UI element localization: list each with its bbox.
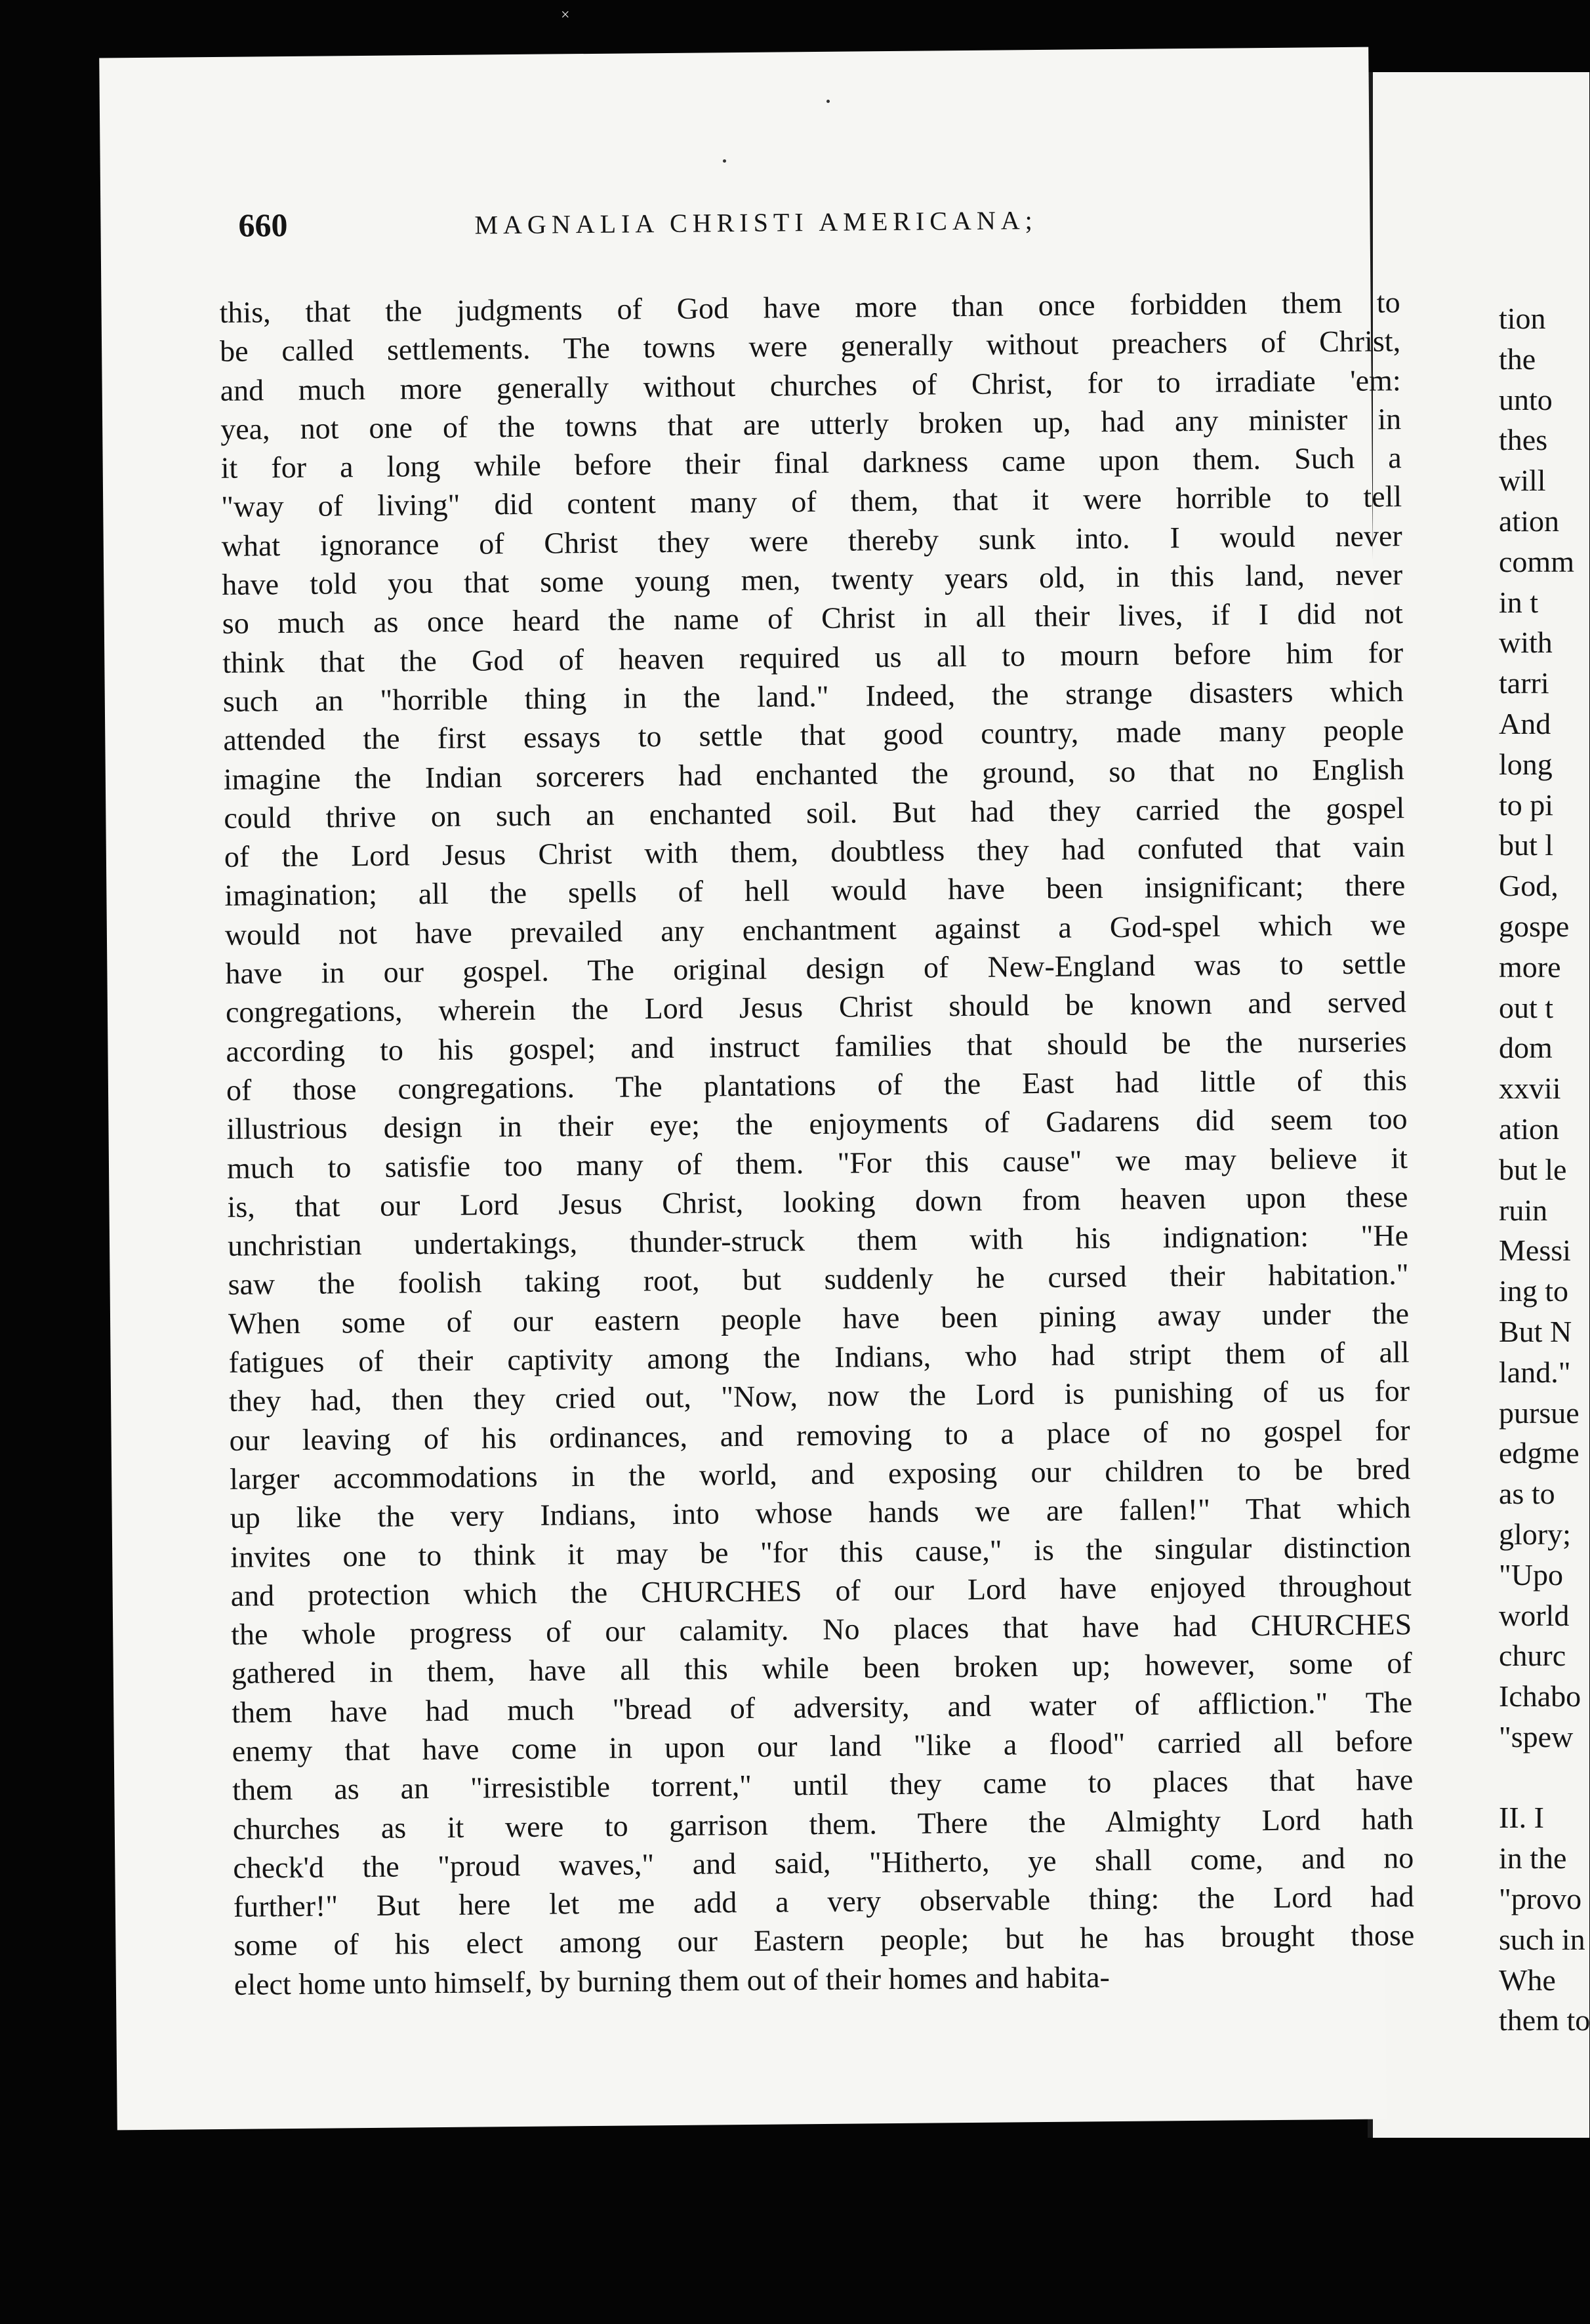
facing-text-line: long: [1499, 747, 1553, 781]
text-line: and much more generally without churches of Christ, for to irradiate 'em:: [220, 363, 1401, 407]
facing-text-line: edgme: [1499, 1436, 1580, 1470]
text-line: much to satisfie too many of them. "For this cause" we may believe it: [226, 1140, 1408, 1185]
body-text: [219, 283, 1415, 2004]
text-line: gathered in them, have all this while been broken up; however, some of: [231, 1646, 1412, 1691]
page-header: [238, 198, 1223, 259]
text-line: be called settlements. The towns were generally without preachers of Christ,: [219, 324, 1401, 369]
facing-text-line: will: [1499, 464, 1546, 498]
text-line: what ignorance of Christ they were thereby sunk into. I would never: [221, 518, 1402, 563]
scan-mark: ×: [561, 7, 570, 24]
facing-text-line: tion: [1499, 302, 1546, 335]
text-line: churches as it were to garrison them. There the Almighty Lord hath: [232, 1801, 1414, 1846]
text-line: of those congregations. The plantations of the East had little of this: [226, 1063, 1408, 1107]
facing-text-line: pursue: [1499, 1395, 1580, 1430]
facing-text-line: but l: [1499, 828, 1554, 862]
facing-text-line: II. I: [1499, 1801, 1544, 1835]
facing-text-line: unto: [1499, 382, 1553, 416]
facing-text-line: thes: [1499, 423, 1548, 457]
text-line: it for a long while before their final darkness came upon them. Such a: [220, 441, 1402, 485]
text-line: fatigues of their captivity among the Indians, who had stript them of all: [228, 1335, 1410, 1379]
text-line: the whole progress of our calamity. No places that have had CHURCHES: [231, 1607, 1412, 1651]
facing-text-line: But N: [1499, 1314, 1572, 1348]
text-line: larger accommodations in the world, and exposing our children to be bred: [229, 1452, 1411, 1496]
facing-text-line: "provo: [1499, 1882, 1582, 1916]
text-line: When some of our eastern people have been pining away under the: [228, 1296, 1410, 1340]
page-number: 660: [238, 207, 288, 244]
facing-text-line: Messi: [1499, 1233, 1571, 1268]
facing-text-line: God,: [1499, 869, 1559, 903]
text-line: "way of living" did content many of them, that it were horrible to tell: [221, 479, 1402, 524]
facing-text-line: the: [1499, 342, 1536, 376]
text-line: unchristian undertakings, thunder-struck them with his indignation: "He: [227, 1218, 1409, 1262]
text-line: enemy that have come in upon our land "like a flood" carried all before: [232, 1724, 1413, 1768]
text-line: invites one to think it may be "for this cause," is the singular distinction: [230, 1529, 1412, 1574]
facing-text-line: tarri: [1499, 666, 1549, 700]
facing-text-line: more: [1499, 950, 1561, 984]
facing-text-line: "Upo: [1499, 1557, 1563, 1592]
facing-text-line: in the: [1499, 1841, 1567, 1875]
facing-text-line: churc: [1499, 1639, 1566, 1673]
facing-text-line: xxvii: [1499, 1072, 1561, 1106]
dust-speck: [723, 159, 726, 163]
text-line: illustrious design in their eye; the enjoyments of Gadarens did seem too: [226, 1102, 1408, 1146]
facing-text-line: such in: [1499, 1922, 1585, 1956]
text-line: them as an "irresistible torrent," until they came to places that have: [232, 1763, 1414, 1807]
facing-text-line: ation: [1499, 1112, 1559, 1146]
facing-text-line: Ichabo: [1499, 1679, 1581, 1713]
text-line: imagine the Indian sorcerers had enchanted the ground, so that no English: [223, 751, 1405, 796]
text-line: would not have prevailed any enchantment against a God-spel which we: [224, 907, 1406, 952]
text-line: could thrive on such an enchanted soil. But had they carried the gospel: [224, 791, 1405, 835]
book-page: [99, 47, 1415, 2131]
facing-text-line: [1499, 1757, 1578, 1798]
text-line: is, that our Lord Jesus Christ, looking down from heaven upon these: [227, 1179, 1408, 1224]
facing-text-line: but le: [1499, 1152, 1567, 1186]
text-line: saw the foolish taking root, but suddenly he cursed their habitation.": [228, 1257, 1409, 1302]
text-line: attended the first essays to settle that good country, made many people: [223, 713, 1404, 757]
text-line: have told you that some young men, twenty years old, in this land, never: [222, 557, 1403, 601]
facing-text-line: "spew: [1499, 1719, 1574, 1753]
facing-text-line: And: [1499, 706, 1551, 740]
text-line: so much as once heard the name of Christ in all their lives, if I did not: [222, 596, 1403, 641]
facing-text-line: dom: [1499, 1031, 1553, 1065]
text-line: our leaving of his ordinances, and removing to a place of no gospel for: [229, 1412, 1410, 1457]
text-line: and protection which the CHURCHES of our Lord have enjoyed throughout: [230, 1568, 1412, 1613]
facing-text-line: as to: [1499, 1477, 1555, 1511]
dust-speck: [826, 100, 830, 103]
text-line: according to his gospel; and instruct families that should be the nurseries: [226, 1024, 1407, 1068]
text-line: further!" But here let me add a very observable thing: the Lord had: [233, 1879, 1415, 1923]
facing-text-line: ruin: [1499, 1193, 1548, 1227]
facing-text-line: land.": [1499, 1355, 1571, 1389]
text-line: have in our gospel. The original design of New-England was to settle: [225, 946, 1406, 990]
facing-text-line: Whe: [1499, 1963, 1556, 1997]
text-line: check'd the "proud waves," and said, "Hitherto, ye shall come, and no: [233, 1840, 1414, 1885]
text-line: of the Lord Jesus Christ with them, doubtless they had confuted that vain: [224, 830, 1406, 874]
facing-text-line: ing to: [1499, 1274, 1569, 1308]
facing-text-line: world: [1499, 1598, 1570, 1632]
text-line: this, that the judgments of God have more than once forbidden them to: [219, 285, 1400, 329]
text-line: imagination; all the spells of hell would have been insignificant; there: [224, 868, 1406, 913]
facing-page-text: [1499, 298, 1590, 2041]
facing-text-line: comm: [1499, 544, 1574, 578]
text-line: congregations, wherein the Lord Jesus Christ should be known and served: [225, 985, 1407, 1030]
text-line: such an "horrible thing in the land." Indeed, the strange disasters which: [222, 674, 1404, 718]
facing-text-line: gospe: [1499, 909, 1570, 943]
facing-text-line: glory;: [1499, 1517, 1571, 1551]
facing-text-line: ation: [1499, 504, 1559, 538]
text-line: up like the very Indians, into whose hands we are fallen!" That which: [230, 1491, 1411, 1535]
text-line: they had, then they cried out, "Now, now the Lord is punishing of us for: [228, 1374, 1410, 1418]
text-line: some of his elect among our Eastern people; but he has brought those: [234, 1918, 1415, 1963]
facing-text-line: out t: [1499, 990, 1554, 1024]
running-head: MAGNALIA CHRISTI AMERICANA;: [474, 205, 1038, 240]
facing-text-line: them to: [1499, 2003, 1590, 2037]
facing-text-line: to pi: [1499, 788, 1554, 822]
text-line: yea, not one of the towns that are utterly broken up, had any minister in: [220, 402, 1402, 446]
text-line: elect home unto himself, by burning them out of their homes and habita-: [234, 1959, 1111, 2001]
facing-text-line: with: [1499, 626, 1553, 660]
text-line: them have had much "bread of adversity, and water of affliction." The: [232, 1685, 1413, 1729]
text-line: think that the God of heaven required us all to mourn before him for: [222, 635, 1404, 679]
facing-text-line: in t: [1499, 585, 1539, 619]
